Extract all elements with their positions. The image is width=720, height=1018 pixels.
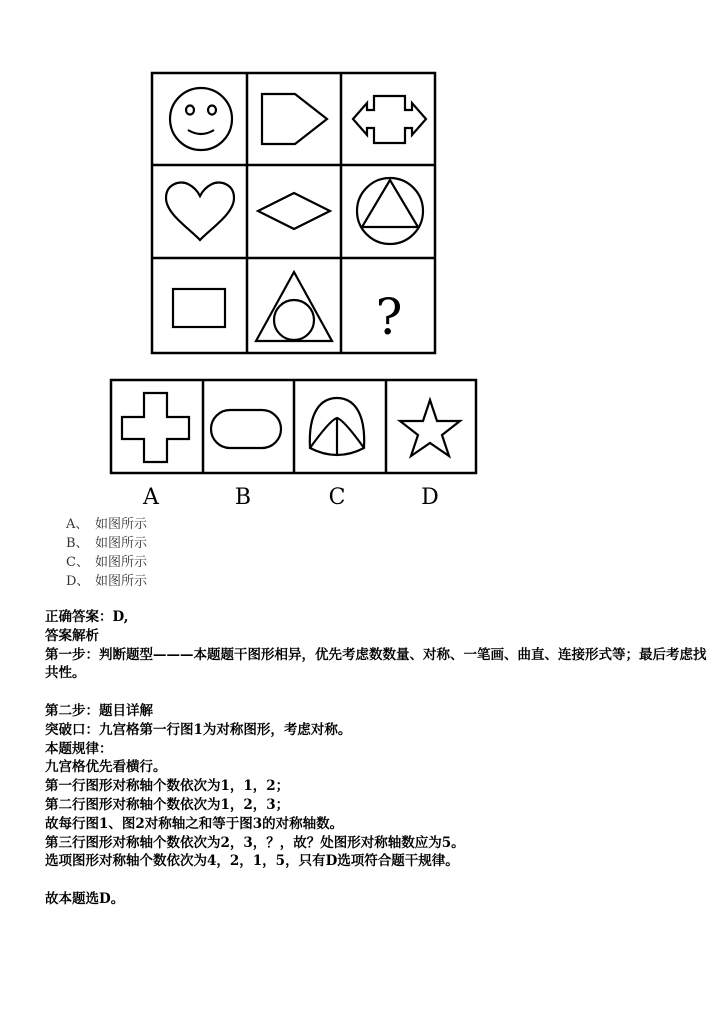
correct-answer: 正确答案：D, <box>45 609 129 625</box>
dome-shape-icon <box>310 398 364 455</box>
option-label-c: C <box>328 485 346 510</box>
option-d[interactable] <box>66 572 147 591</box>
option-label-a: A <box>143 485 159 510</box>
spacer <box>45 683 713 702</box>
option-c-letter: C、 <box>66 555 89 570</box>
rule-title: 本题规律： <box>45 740 113 757</box>
step2-title: 第二步：题目详解 <box>45 702 153 719</box>
rule-line-1: 九宫格优先看横行。 <box>45 759 167 776</box>
double-arrow-icon <box>353 96 426 143</box>
star-icon <box>400 400 460 456</box>
rounded-rectangle-icon <box>211 410 281 448</box>
conclusion: 故本题选D。 <box>45 890 125 907</box>
option-d-text: 如图所示 <box>95 574 148 589</box>
option-label-b: B <box>234 485 252 510</box>
rule-line-3: 第二行图形对称轴个数依次为1，2，3； <box>45 796 290 813</box>
rule-line-5: 第三行图形对称轴个数依次为2，3，？，故？处图形对称轴数应为5。 <box>45 834 465 851</box>
smiley-face-icon <box>170 88 232 150</box>
pentagon-arrow-icon <box>262 94 327 144</box>
option-c[interactable] <box>66 553 147 572</box>
option-b[interactable] <box>66 534 147 553</box>
cross-icon <box>122 393 189 462</box>
rule-line-2: 第一行图形对称轴个数依次为1，1，2； <box>45 778 290 795</box>
option-b-letter: B、 <box>66 536 89 551</box>
rectangle-icon <box>173 289 225 327</box>
step1-text: 第一步：判断题型———本题题干图形相异，优先考虑数数量、对称、一笔画、曲直、连接形式等；最后考虑找共性。 <box>45 646 707 682</box>
heart-icon <box>166 183 234 240</box>
circle-in-triangle-icon <box>256 272 332 341</box>
question-mark: ? <box>375 288 403 346</box>
spacer <box>45 871 713 890</box>
rhombus-icon <box>258 193 330 229</box>
option-d-letter: D、 <box>66 574 90 589</box>
option-a-letter: A、 <box>66 517 89 532</box>
option-b-text: 如图所示 <box>95 536 148 551</box>
option-label-d: D <box>421 485 439 510</box>
rule-line-6: 选项图形对称轴个数依次为4，2，1，5，只有D选项符合题干规律。 <box>45 853 459 870</box>
option-c-text: 如图所示 <box>95 555 148 570</box>
breakthrough-text: 突破口：九宫格第一行图1为对称图形，考虑对称。 <box>45 721 352 738</box>
triangle-in-circle-icon <box>357 178 423 244</box>
option-a[interactable] <box>66 515 147 534</box>
analysis-title: 答案解析 <box>45 627 99 644</box>
option-list <box>66 515 147 591</box>
answer-section <box>45 608 713 909</box>
rule-line-4: 故每行图1、图2对称轴之和等于图3的对称轴数。 <box>45 815 344 832</box>
option-a-text: 如图所示 <box>95 517 148 532</box>
